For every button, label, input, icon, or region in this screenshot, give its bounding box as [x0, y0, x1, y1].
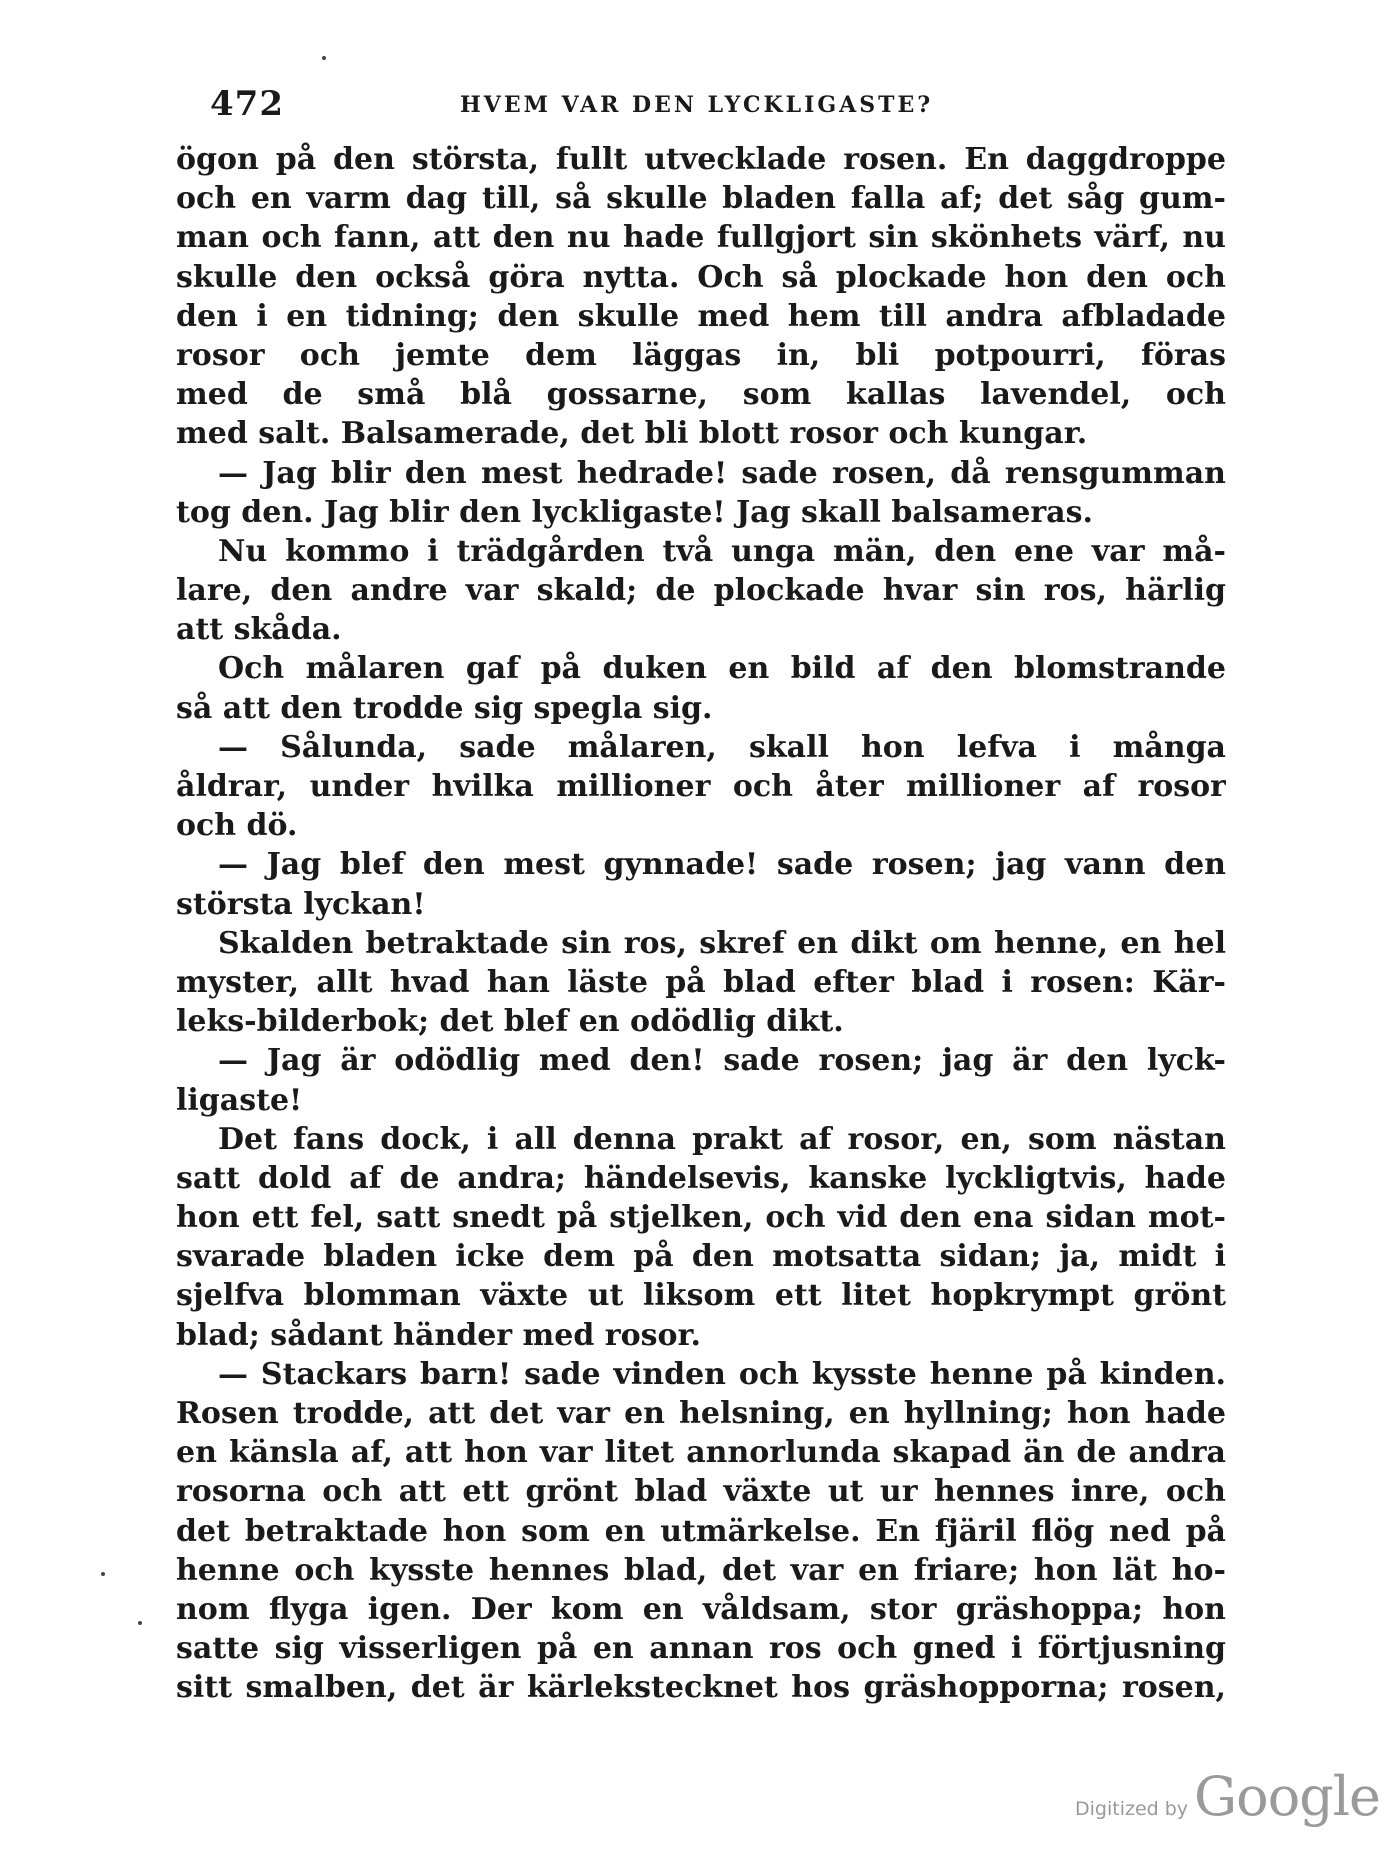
text-line: att skåda. [176, 612, 342, 648]
text-line: största lyckan! [176, 886, 426, 922]
text-line: den i en tidning; den skulle med hem till andra afbladade [176, 298, 1226, 334]
text-line: henne och kysste hennes blad, det var en friare; hon lät ho- [176, 1552, 1226, 1588]
text-line: — Stackars barn! sade vinden och kysste henne på kinden. [218, 1356, 1226, 1392]
text-line: satte sig visserligen på en annan ros och gned i förtjusning [176, 1631, 1226, 1667]
scan-speck [101, 1572, 105, 1576]
text-line: ögon på den största, fullt utvecklade rosen. En daggdroppe [176, 142, 1226, 177]
text-line: en känsla af, att hon var litet annorlunda skapad än de andra [176, 1435, 1226, 1471]
text-line: — Jag blef den mest gynnade! sade rosen; jag vann den [218, 847, 1226, 883]
text-line: lare, den andre var skald; de plockade hvar sin ros, härlig [176, 573, 1226, 609]
scan-speck [138, 1621, 142, 1625]
running-title: HVEM VAR DEN LYCKLIGASTE? [460, 92, 934, 118]
digitized-watermark [1075, 1765, 1380, 1835]
text-line: sjelfva blomman växte ut liksom ett litet hopkrympt grönt [176, 1278, 1226, 1314]
text-line: — Jag är odödlig med den! sade rosen; jag är den lyck- [218, 1043, 1226, 1079]
text-line: man och fann, att den nu hade fullgjort sin skönhets värf, nu [176, 220, 1226, 256]
text-line: och en varm dag till, så skulle bladen falla af; det såg gum- [176, 181, 1226, 217]
text-line: Och målaren gaf på duken en bild af den blomstrande [218, 651, 1226, 687]
text-line: blad; sådant händer med rosor. [176, 1317, 701, 1353]
text-line: skulle den också göra nytta. Och så plockade hon den och [176, 259, 1226, 295]
text-line: med salt. Balsamerade, det bli blott rosor och kungar. [176, 416, 1088, 452]
body-text [176, 140, 1226, 1708]
text-line: svarade bladen icke dem på den motsatta sidan; ja, midt i [176, 1239, 1226, 1275]
text-line: och dö. [176, 808, 298, 844]
text-line: tog den. Jag blir den lyckligaste! Jag skall balsameras. [176, 494, 1093, 530]
watermark-prefix: Digitized by [1075, 1798, 1189, 1820]
text-line: ligaste! [176, 1082, 303, 1118]
text-line: — Sålunda, sade målaren, skall hon lefva i många [218, 729, 1226, 765]
text-line: åldrar, under hvilka millioner och åter millioner af rosor [176, 769, 1226, 804]
text-line: rosorna och att ett grönt blad växte ut ur hennes inre, och [176, 1474, 1226, 1510]
text-line: så att den trodde sig spegla sig. [176, 690, 713, 726]
watermark-brand-logo: Google [1194, 1765, 1380, 1828]
text-line: — Jag blir den mest hedrade! sade rosen, då rensgumman [218, 455, 1226, 491]
text-line: rosor och jemte dem läggas in, bli potpourri, föras [176, 337, 1226, 373]
text-line: Det fans dock, i all denna prakt af rosor, en, som nästan [218, 1121, 1226, 1157]
text-line: Skalden betraktade sin ros, skref en dikt om henne, en hel [218, 925, 1226, 961]
running-head [210, 84, 970, 128]
text-line: nom flyga igen. Der kom en våldsam, stor gräshoppa; hon [176, 1591, 1226, 1627]
text-line: med de små blå gossarne, som kallas lavendel, och [176, 377, 1226, 413]
scan-speck [322, 56, 326, 60]
text-line: Rosen trodde, att det var en helsning, en hyllning; hon hade [176, 1396, 1226, 1431]
text-line: Nu kommo i trädgården två unga män, den ene var må- [218, 533, 1226, 569]
text-line: hon ett fel, satt snedt på stjelken, och vid den ena sidan mot- [176, 1200, 1226, 1236]
text-line: myster, allt hvad han läste på blad efter blad i rosen: Kär- [176, 964, 1226, 1000]
text-line: sitt smalben, det är kärlekstecknet hos gräshopporna; rosen, [176, 1670, 1226, 1706]
text-line: leks-bilderbok; det blef en odödlig dikt. [176, 1004, 844, 1040]
text-line: det betraktade hon som en utmärkelse. En fjäril flög ned på [176, 1513, 1226, 1549]
text-line: satt dold af de andra; händelsevis, kanske lyckligtvis, hade [176, 1160, 1226, 1196]
page-number: 472 [210, 84, 284, 124]
